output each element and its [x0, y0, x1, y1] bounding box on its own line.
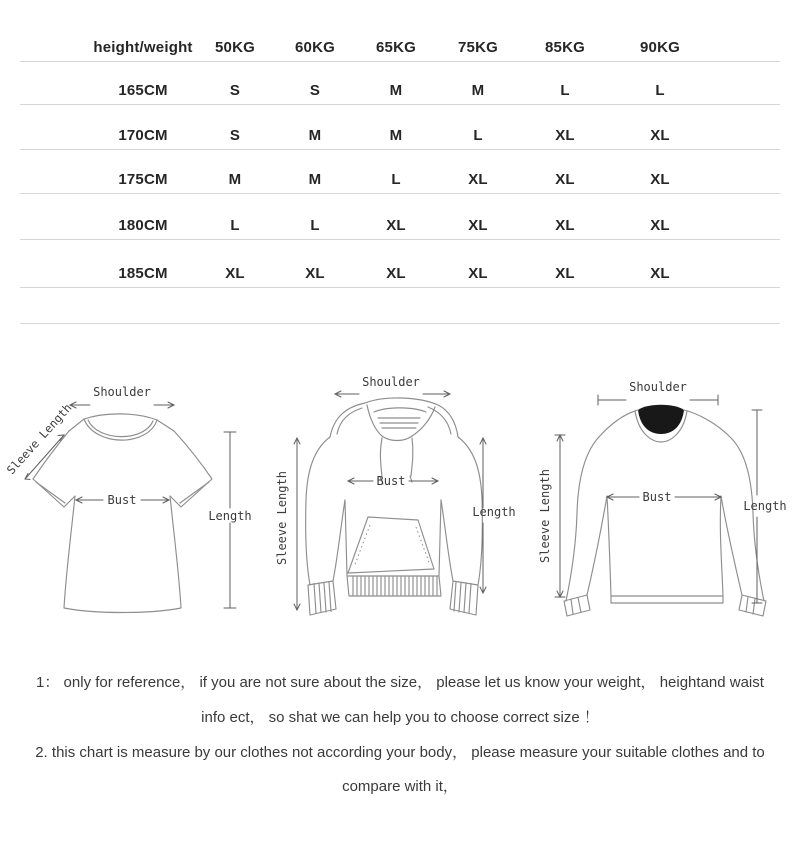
collar-fill [638, 405, 684, 434]
col-header-90kg: 90KG [640, 39, 680, 56]
table-cell: L [310, 217, 320, 234]
table-cell: S [229, 127, 241, 144]
note-1-line-2: info ect， so shat we can help you to choose correct size ！ [201, 709, 599, 726]
long-sleeve-length-label: Length [743, 499, 787, 513]
long-sleeve-outline [564, 410, 766, 616]
row-label: 175CM [118, 171, 168, 188]
table-cell: XL [650, 265, 670, 282]
tshirt-bust-label: Bust [107, 493, 137, 507]
hoodie-pocket-stitching [354, 525, 430, 567]
table-header-row [20, 30, 780, 62]
table-cell: XL [468, 265, 488, 282]
col-header-50kg: 50KG [215, 39, 255, 56]
row-label: 170CM [118, 127, 168, 144]
table-cell: L [391, 171, 401, 188]
long-sleeve-shirt-measurement-diagram [535, 365, 800, 650]
table-row [20, 240, 780, 288]
table-cell: XL [225, 265, 245, 282]
col-header-height-weight: height/weight [93, 39, 193, 56]
table-cell: XL [555, 217, 575, 234]
size-table [20, 30, 780, 324]
hoodie-measure-lines [294, 391, 486, 610]
tshirt-shoulder-label: Shoulder [93, 385, 151, 399]
hoodie-outline [306, 398, 483, 615]
col-header-85kg: 85KG [545, 39, 585, 56]
table-cell: XL [650, 217, 670, 234]
table-cell: XL [386, 217, 406, 234]
table-cell: XL [650, 127, 670, 144]
table-cell: XL [468, 217, 488, 234]
long-sleeve-shoulder-label: Shoulder [629, 380, 687, 394]
table-cell: L [473, 127, 483, 144]
table-row [20, 62, 780, 105]
table-cell: L [230, 217, 240, 234]
hoodie-bust-label: Bust [376, 474, 406, 488]
row-label: 185CM [118, 265, 168, 282]
table-cell: XL [555, 127, 575, 144]
table-cell: XL [305, 265, 325, 282]
row-label: 180CM [118, 217, 168, 234]
table-cell: S [309, 82, 321, 99]
table-cell: M [389, 127, 403, 144]
table-cell: M [471, 82, 485, 99]
hoodie-length-label: Length [472, 505, 516, 519]
col-header-75kg: 75KG [458, 39, 498, 56]
table-cell: XL [386, 265, 406, 282]
long-sleeve-bust-label: Bust [642, 490, 672, 504]
table-cell: XL [468, 171, 488, 188]
table-cell: M [308, 127, 322, 144]
table-cell: XL [555, 265, 575, 282]
note-1-line-1: 1： only for reference， if you are not sure about the size， please let us know your weight， heightand waist [36, 674, 764, 691]
tshirt-measurement-diagram [0, 365, 265, 650]
table-cell: XL [650, 171, 670, 188]
table-cell: M [228, 171, 242, 188]
table-bottom-rule [20, 288, 780, 324]
tshirt-length-label: Length [208, 509, 252, 523]
tshirt-outline [33, 414, 212, 613]
table-cell: M [389, 82, 403, 99]
table-cell: M [308, 171, 322, 188]
table-cell: XL [555, 171, 575, 188]
table-row [20, 194, 780, 240]
table-cell: L [655, 82, 665, 99]
tshirt-sleeve-length-label: Sleeve Length [3, 400, 75, 478]
table-cell: L [560, 82, 570, 99]
hoodie-shoulder-label: Shoulder [362, 375, 420, 389]
table-cell: S [229, 82, 241, 99]
note-2-line-2: compare with it， [342, 778, 458, 795]
hoodie-measurement-diagram [270, 365, 530, 650]
row-label: 165CM [118, 82, 168, 99]
table-row [20, 105, 780, 150]
hoodie-sleeve-length-label: Sleeve Length [275, 471, 289, 565]
col-header-65kg: 65KG [376, 39, 416, 56]
long-sleeve-sleeve-length-label: Sleeve Length [538, 469, 552, 563]
table-row [20, 150, 780, 194]
note-2-line-1: 2. this chart is measure by our clothes not according your body， please measure your suitable clothes and to [35, 744, 765, 761]
col-header-60kg: 60KG [295, 39, 335, 56]
